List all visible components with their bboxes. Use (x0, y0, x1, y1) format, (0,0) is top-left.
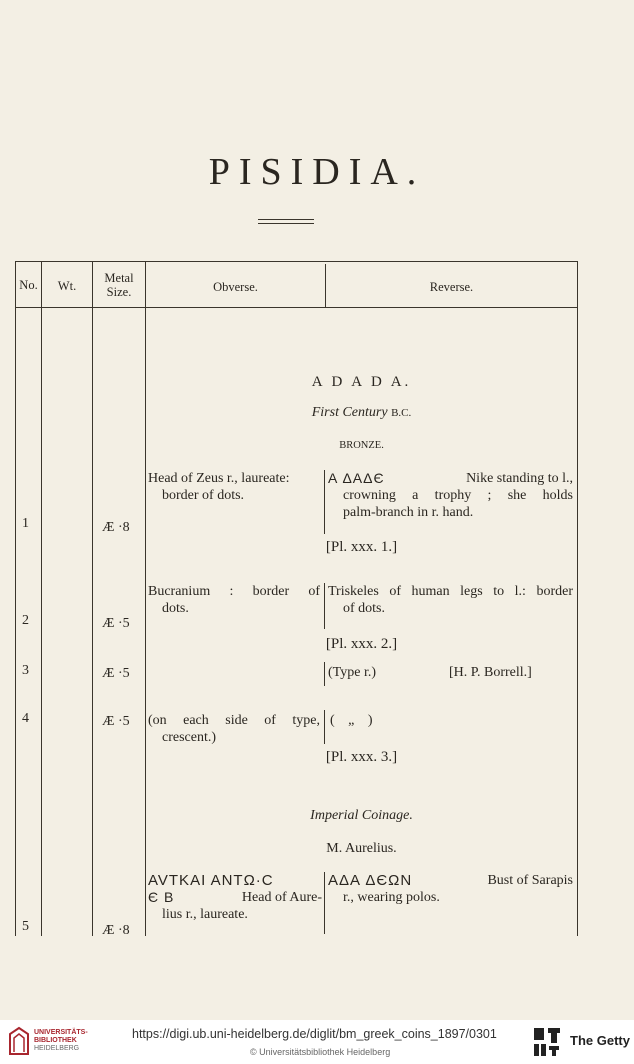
table-left-border (15, 261, 16, 936)
entry5-obverse-line3: lius r., laureate. (162, 907, 248, 922)
header-metal: Metal (104, 271, 134, 285)
entry2-reverse-line2: of dots. (343, 601, 385, 616)
entry4-divider (324, 710, 325, 744)
entry1-reverse (328, 470, 573, 521)
col-divider-wt (92, 261, 93, 936)
page-title: PISIDIA. (208, 151, 426, 193)
footer-bar (0, 1020, 634, 1064)
entry1-size: Æ ·8 (102, 520, 130, 535)
entry5-obverse (148, 872, 322, 923)
entry3-size: Æ ·5 (102, 666, 130, 681)
getty-logo-icon (532, 1026, 562, 1058)
entry1-obverse-line1: Head of Zeus r., laureate: (148, 471, 290, 486)
entry2-plate: [Pl. xxx. 2.] (325, 636, 398, 652)
entry1-legend: A ΔAΔЄ (328, 470, 385, 486)
entry5-obverse-line1 (148, 872, 322, 889)
header-no: No. (19, 278, 38, 292)
entry5-obverse-line2 (148, 889, 322, 906)
imperial-heading (146, 807, 577, 824)
entry5-legend: AΔA ΔЄΩN (328, 872, 413, 889)
entry3-collection: [H. P. Borrell.] (449, 665, 532, 680)
period-text: First Century (311, 405, 388, 420)
entry5-obverse-text2: Head of Aure- (241, 890, 322, 905)
footer-copyright: © Universitätsbibliothek Heidelberg (250, 1047, 391, 1057)
university-seal-icon (8, 1026, 30, 1056)
entry1-reverse-text: Nike standing to l., (466, 471, 573, 486)
university-logo-text (34, 1029, 88, 1053)
entry1-reverse-line1 (328, 470, 573, 487)
entry5-reverse-line1 (328, 872, 573, 889)
getty-text: The Getty (570, 1033, 630, 1048)
entry4-obverse-line2: crescent.) (162, 730, 217, 745)
period-suffix: B.C. (391, 407, 412, 419)
col-divider-size (145, 261, 146, 936)
entry2-reverse-line1: Triskeles of human legs to l.: border (328, 584, 573, 599)
entry1-obverse-line2: border of dots. (162, 488, 245, 503)
header-reverse: Reverse. (429, 280, 474, 294)
footer-url[interactable]: https://digi.ub.uni-heidelberg.de/diglit/bm_greek_coins_1897/0301 (132, 1027, 497, 1041)
entry5-obverse-legend2: Є B (148, 889, 175, 905)
col-divider-no (41, 261, 42, 936)
header-wt: Wt. (57, 279, 77, 293)
table-header-bottom (15, 307, 578, 308)
entry3-divider (324, 662, 325, 686)
title-rule-top (258, 219, 314, 220)
table-right-border (577, 261, 578, 936)
city-heading: A D A D A. (311, 374, 412, 390)
entry4-number: 4 (22, 711, 29, 726)
entry2-obverse (148, 583, 320, 617)
entry1-reverse-line2: crowning a trophy ; she holds (343, 488, 573, 503)
entry5-reverse-line2: r., wearing polos. (343, 890, 440, 905)
entry2-obverse-line1: Bucranium : border of (148, 584, 320, 599)
imperial-heading-text: Imperial Coinage. (310, 808, 413, 823)
entry2-reverse (328, 583, 573, 617)
header-obverse: Obverse. (213, 280, 258, 294)
entry2-size: Æ ·5 (102, 616, 130, 631)
entry4-obverse-line1: (on each side of type, (148, 713, 320, 728)
period-heading (146, 404, 577, 422)
entry5-obverse-legend: AVTKAI ANTΩ·C (148, 872, 274, 889)
entry4-size: Æ ·5 (102, 714, 130, 729)
logo-line3: HEIDELBERG (34, 1045, 80, 1052)
entry2-divider (324, 583, 325, 629)
metal-heading: BRONZE. (339, 440, 384, 451)
emperor-heading: M. Aurelius. (326, 841, 397, 856)
entry2-number: 2 (22, 613, 29, 628)
logo-line1: UNIVERSITÄTS- (34, 1029, 88, 1036)
entry4-plate: [Pl. xxx. 3.] (325, 749, 398, 765)
entry1-obverse (148, 470, 322, 504)
entry5-number: 5 (22, 919, 29, 934)
entry5-divider (324, 872, 325, 934)
entry5-size: Æ ·8 (102, 923, 130, 938)
entry1-plate: [Pl. xxx. 1.] (325, 539, 398, 555)
entry1-reverse-line3: palm-branch in r. hand. (343, 505, 474, 520)
logo-line2: BIBLIOTHEK (34, 1037, 77, 1044)
header-size: Size. (106, 285, 132, 299)
entry3-number: 3 (22, 663, 29, 678)
entry1-divider (324, 470, 325, 534)
entry3-reverse: (Type r.) (328, 665, 377, 680)
table-top-border (15, 261, 578, 262)
entry4-reverse: ( „ ) (330, 713, 373, 728)
entry2-obverse-line2: dots. (162, 601, 189, 616)
entry5-reverse (328, 872, 573, 906)
entry5-reverse-text: Bust of Sarapis (487, 873, 573, 888)
entry4-obverse (148, 712, 320, 746)
title-rule-bottom (258, 223, 314, 224)
entry1-number: 1 (22, 516, 29, 531)
